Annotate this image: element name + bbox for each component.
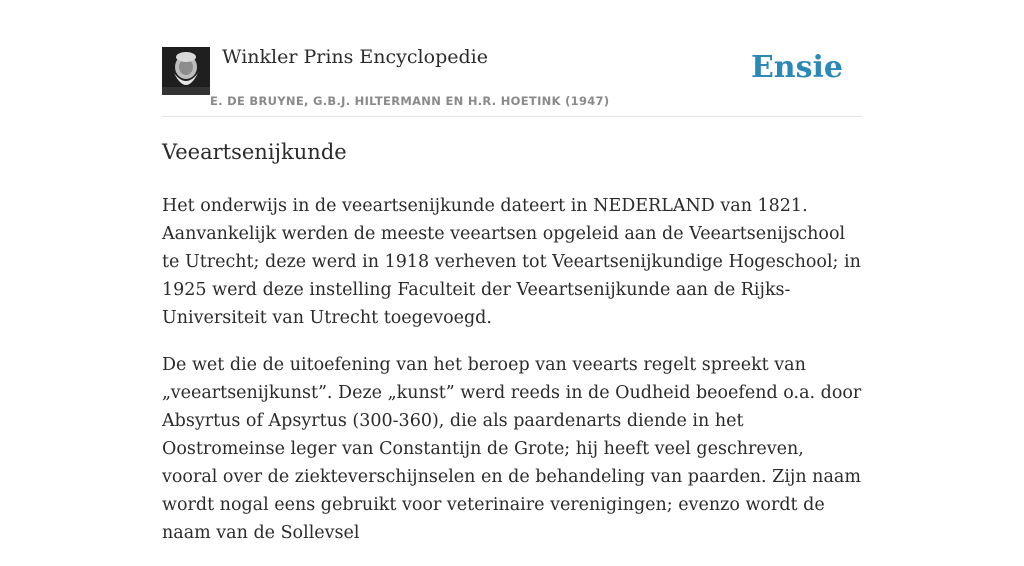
author-avatar[interactable] bbox=[162, 47, 210, 95]
article-paragraph: Het onderwijs in de veeartsenijkunde dateert in NEDERLAND van 1821. Aanvankelijk werden de meeste veeartsen opgeleid aan de Veeartsenijschool te Utrecht; deze werd in 1918 verheven tot Veeartsenijkundige Hogeschool; in 1925 werd deze instelling Faculteit der Veeartsenijkunde aan de Rijks-Universiteit van Utrecht toegevoegd. bbox=[162, 196, 861, 328]
brand-logo[interactable]: Ensie bbox=[750, 50, 843, 85]
article-paragraph: De wet die de uitoefening van het beroep van veearts regelt spreekt van „veeartsenijkunst”. Deze „kunst” werd reeds in de Oudheid beoefend o.a. door Absyrtus of Apsyrtus (300-360), die als paardenarts diende in het Oostromeinse leger van Constantijn de Grote; hij heeft veel geschreven, vooral over de ziekteverschijnselen en de behandeling van paarden. Zijn naam wordt nogal eens gebruikt voor veterinaire verenigingen; evenzo wordt de naam van de Sollevsel bbox=[162, 355, 862, 543]
header bbox=[162, 0, 862, 117]
author-portrait-icon bbox=[162, 47, 210, 95]
article-body bbox=[162, 192, 862, 566]
article-title: Veeartsenijkunde bbox=[162, 140, 347, 164]
publication-authors: E. DE BRUYNE, G.B.J. HILTERMANN EN H.R. HOETINK (1947) bbox=[210, 94, 610, 108]
publication-title[interactable]: Winkler Prins Encyclopedie bbox=[222, 46, 488, 68]
